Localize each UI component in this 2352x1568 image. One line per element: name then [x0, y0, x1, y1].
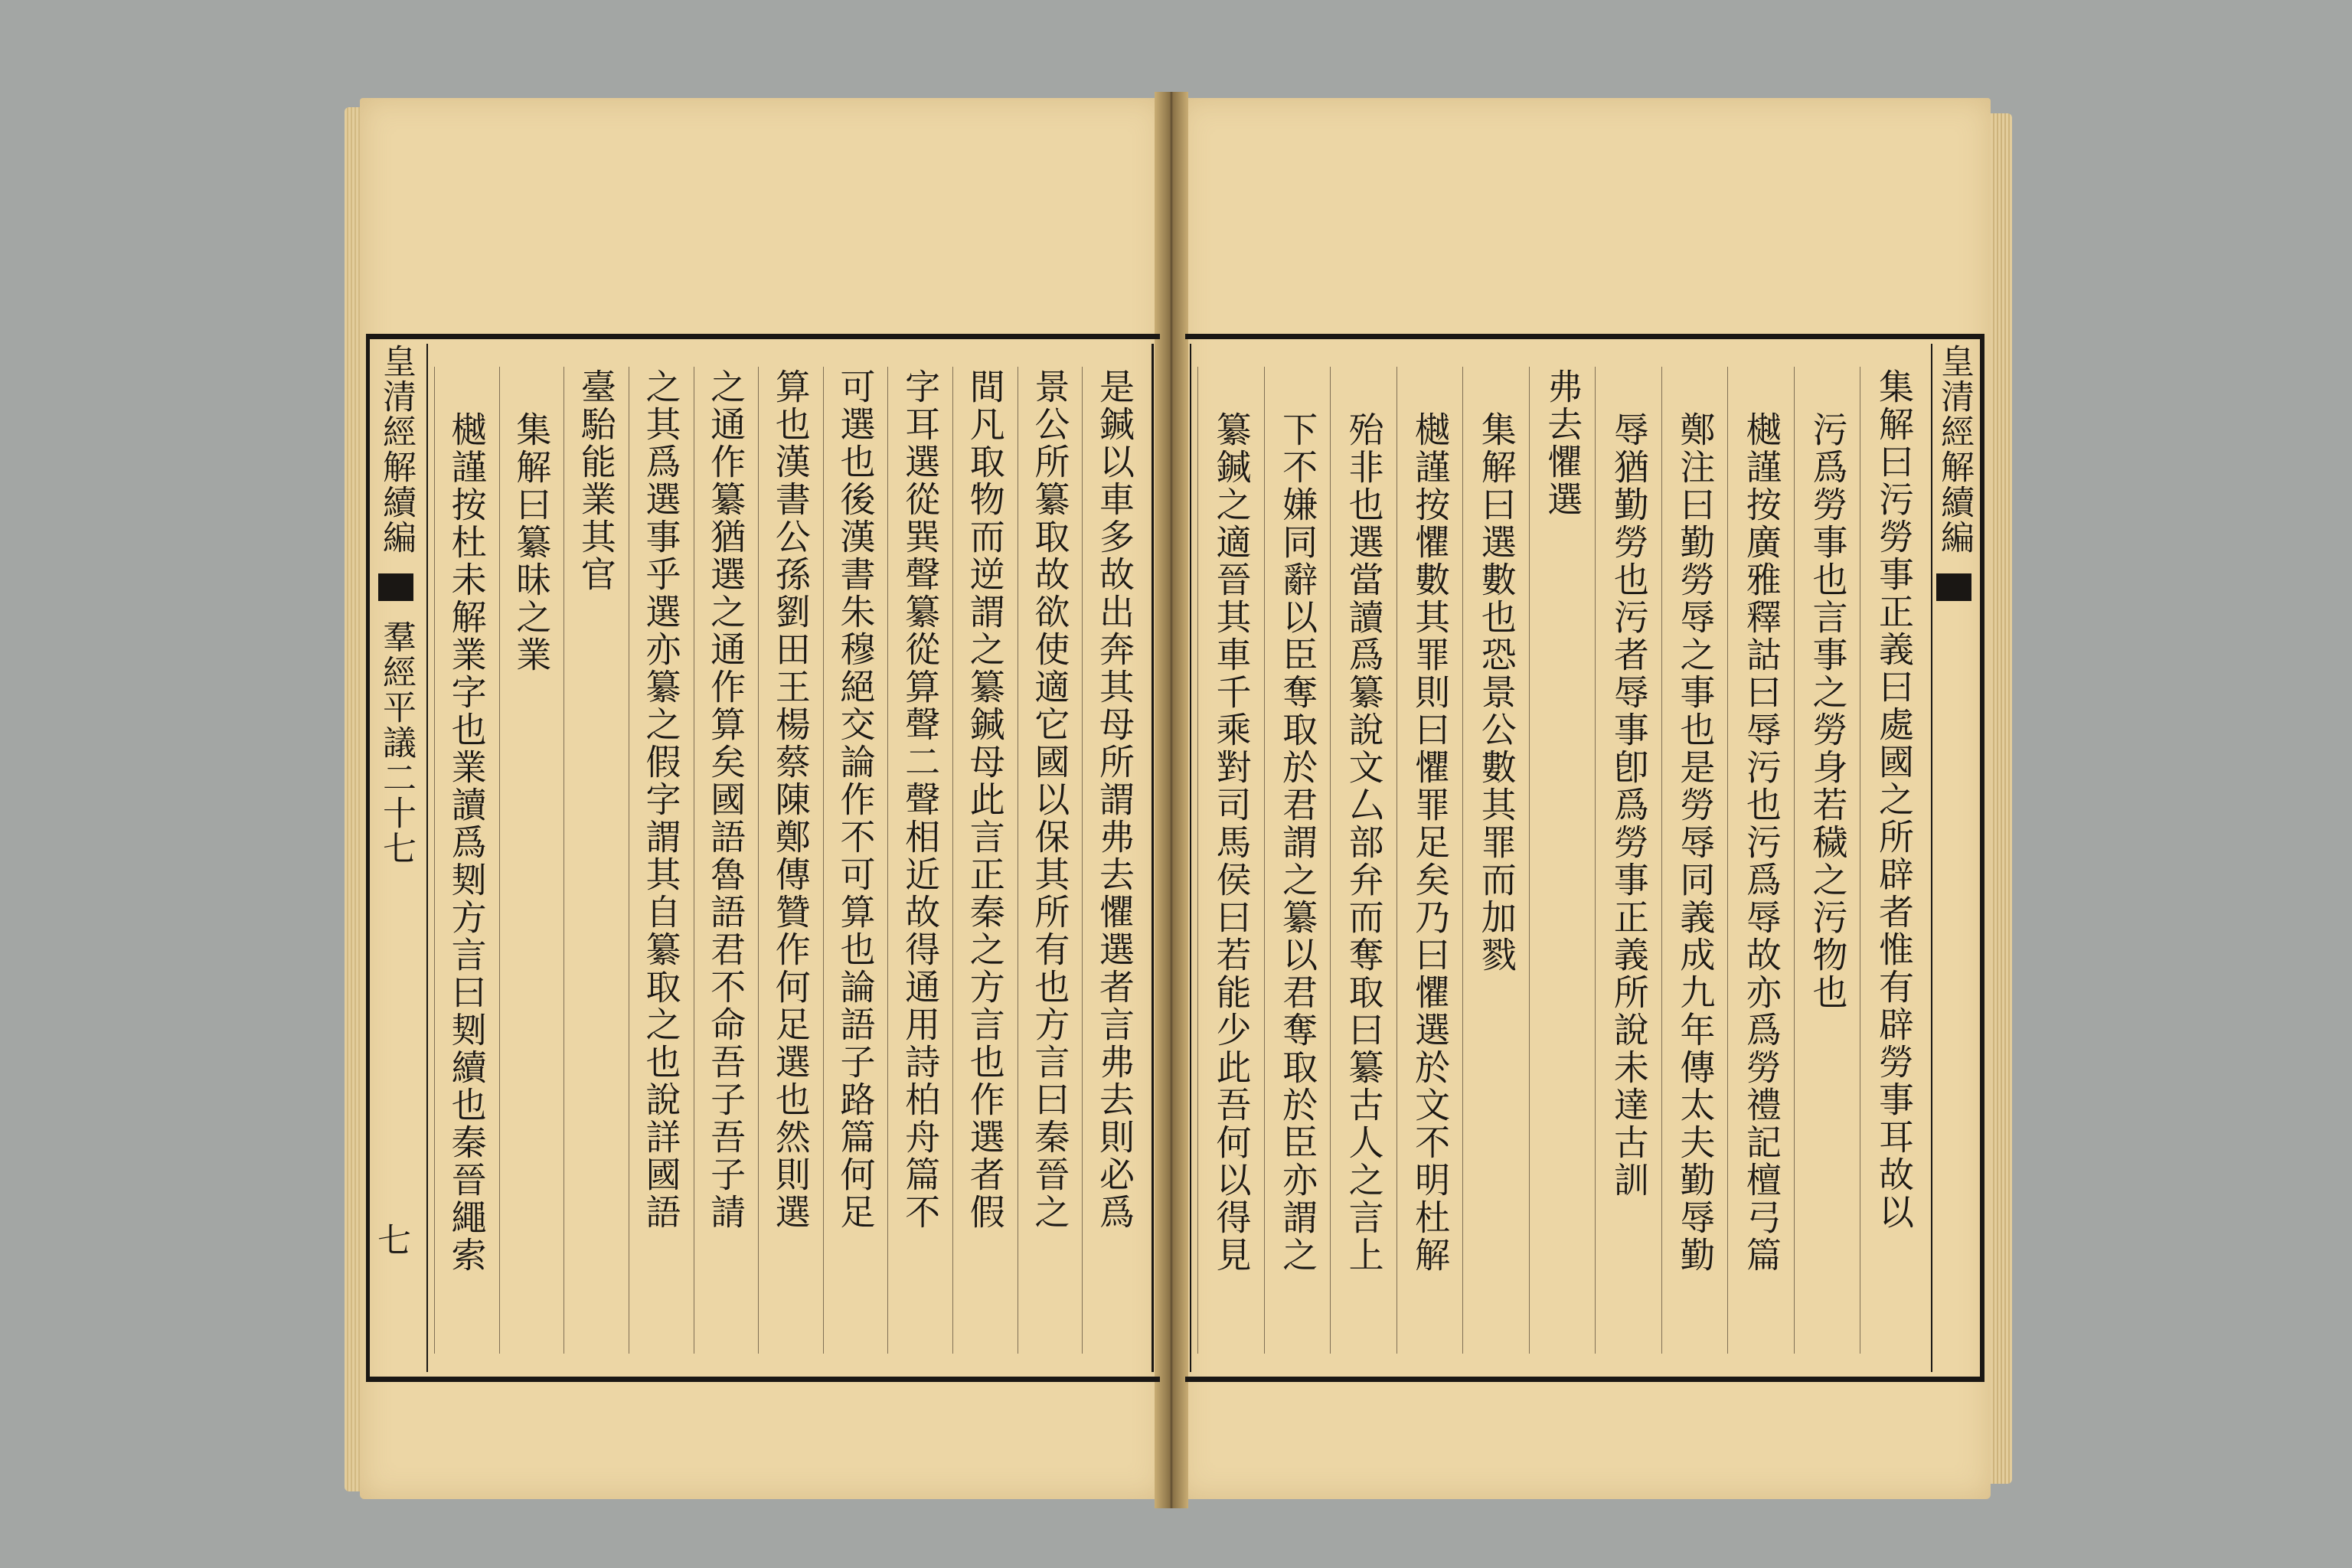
text-column: 污爲勞事也言事之勞身若穢之污物也: [1794, 367, 1860, 1354]
text-column: 殆非也選當讀爲纂說文厶部弁而奪取曰纂古人之言上: [1330, 367, 1396, 1354]
right-inner-border: [1190, 344, 1932, 1372]
right-text-columns: [1197, 367, 1926, 1354]
text-column: 集解曰污勞事正義曰處國之所辟者惟有辟勞事耳故以: [1860, 367, 1926, 1354]
text-column: 是鍼以車多故出奔其母所謂弗去懼選者言弗去則必爲: [1082, 367, 1147, 1354]
right-text-frame: [1185, 334, 1984, 1382]
text-column: 樾謹按杜未解業字也業讀爲㓶方言曰㓶續也秦晉繩索: [434, 367, 499, 1354]
left-text-frame: [366, 334, 1160, 1382]
text-column: 鄭注曰勤勞辱之事也是勞辱同義成九年傳太夫勤辱勤: [1661, 367, 1728, 1354]
left-section-title: 羣經平議二十七: [377, 619, 416, 866]
text-column: 算也漢書公孫劉田王楊蔡陳鄭傳贊作何足選也然則選: [758, 367, 823, 1354]
text-column: 辱猶勤勞也污者辱事卽爲勞事正義所說未達古訓: [1595, 367, 1661, 1354]
text-column: 之通作纂猶選之通作算矣國語魯語君不命吾子吾子請: [694, 367, 759, 1354]
text-column: 可選也後漢書朱穆絕交論作不可算也論語子路篇何足: [823, 367, 888, 1354]
text-column: 景公所纂取故欲使適它國以保其所有也方言曰秦晉之: [1018, 367, 1083, 1354]
text-column: 間凡取物而逆謂之纂鍼母此言正秦之方言也作選者假: [952, 367, 1018, 1354]
left-margin-header: 皇清經解續編: [377, 344, 416, 555]
text-column: 樾謹按廣雅釋詁曰辱污也污爲辱故亦爲勞禮記檀弓篇: [1727, 367, 1794, 1354]
right-margin-header: 皇清經解續編: [1935, 344, 1974, 555]
text-column: 樾謹按懼數其罪則曰懼罪足矣乃曰懼選於文不明杜解: [1396, 367, 1463, 1354]
fish-tail-mark: [378, 573, 413, 601]
text-column: 集解曰選數也恐景公數其罪而加戮: [1462, 367, 1529, 1354]
text-column: 弗去懼選: [1529, 367, 1596, 1354]
right-margin-column: [1932, 344, 1978, 1372]
folio-number: 七: [377, 1221, 411, 1260]
left-inner-border: [426, 344, 1154, 1372]
fish-tail-mark: [1936, 573, 1971, 601]
text-column: 集解曰纂昧之業: [499, 367, 564, 1354]
text-column: 臺駘能業其官: [564, 367, 629, 1354]
text-column: 字耳選從巽聲纂從算聲二聲相近故得通用詩柏舟篇不: [887, 367, 952, 1354]
left-text-columns: [434, 367, 1147, 1354]
text-column: 之其爲選事乎選亦纂之假字謂其自纂取之也說詳國語: [629, 367, 694, 1354]
text-column: 下不嫌同辭以臣奪取於君謂之纂以君奪取於臣亦謂之: [1264, 367, 1331, 1354]
text-column: 纂鍼之適晉其車千乘對司馬侯曰若能少此吾何以得見: [1197, 367, 1264, 1354]
